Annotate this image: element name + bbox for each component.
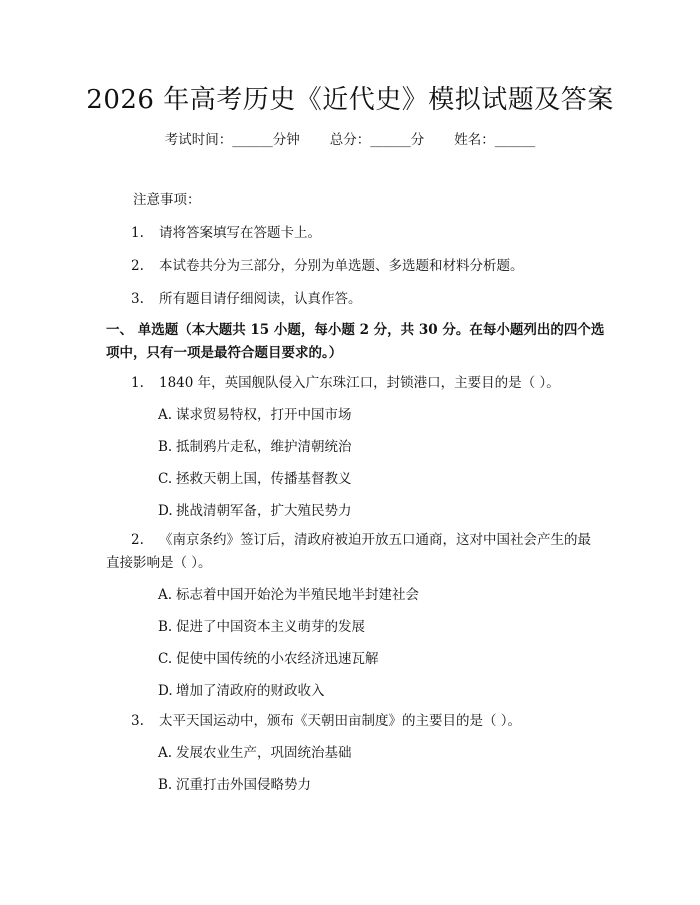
question-text-continued: 直接影响是（ ）。: [106, 555, 212, 571]
option-text: 增加了清政府的财政收入: [176, 683, 325, 699]
question-text: 太平天国运动中，颁布《天朝田亩制度》的主要目的是（ ）。: [159, 713, 522, 729]
question-stem: [131, 711, 521, 731]
option-letter: A.: [158, 407, 173, 423]
option-letter: B.: [158, 619, 173, 635]
question-text: 《南京条约》签订后，清政府被迫开放五口通商，这对中国社会产生的最: [159, 532, 591, 548]
answer-option: [158, 617, 365, 637]
answer-option: [158, 501, 352, 521]
question-number: 3.: [131, 713, 144, 729]
section-heading-continued: 项中，只有一项是最符合题目要求的。）: [106, 345, 343, 361]
section-heading: 一、 单选题（本大题共 15 小题，每小题 2 分，共 30 分。在每小题列出的四个选: [106, 322, 605, 338]
question-number: 1.: [131, 375, 144, 391]
exam-meta: [0, 130, 700, 150]
option-text: 促进了中国资本主义萌芽的发展: [176, 619, 365, 635]
name-label: 姓名：______: [454, 132, 536, 148]
notice-heading: 注意事项：: [133, 192, 201, 208]
option-letter: A.: [158, 745, 173, 761]
notice-item-text: 请将答案填写在答题卡上。: [159, 225, 321, 241]
option-text: 拯救天朝上国，传播基督教义: [176, 471, 352, 487]
option-letter: C.: [158, 651, 173, 667]
option-text: 发展农业生产，巩固统治基础: [176, 745, 352, 761]
option-text: 沉重打击外国侵略势力: [176, 777, 311, 793]
option-letter: D.: [158, 683, 173, 699]
option-letter: C.: [158, 471, 173, 487]
option-text: 谋求贸易特权，打开中国市场: [176, 407, 352, 423]
notice-item-number: 2.: [131, 258, 144, 274]
answer-option: [158, 405, 352, 425]
option-letter: A.: [158, 587, 173, 603]
option-letter: B.: [158, 439, 173, 455]
notice-item: [131, 223, 321, 243]
option-text: 促使中国传统的小农经济迅速瓦解: [176, 651, 379, 667]
option-letter: B.: [158, 777, 173, 793]
question-number: 2.: [131, 532, 144, 548]
answer-option: [158, 585, 419, 605]
notice-item-number: 3.: [131, 291, 144, 307]
notice-item-text: 本试卷共分为三部分，分别为单选题、多选题和材料分析题。: [159, 258, 524, 274]
score-label: 总分：______分: [329, 132, 425, 148]
answer-option: [158, 681, 325, 701]
time-label: 考试时间：______分钟: [164, 132, 300, 148]
question-text: 1840 年，英国舰队侵入广东珠江口，封锁港口，主要目的是（ ）。: [159, 375, 560, 391]
answer-option: [158, 775, 311, 795]
answer-option: [158, 649, 379, 669]
notice-item-number: 1.: [131, 225, 144, 241]
page-title: 2026 年高考历史《近代史》模拟试题及答案: [86, 85, 614, 115]
option-text: 标志着中国开始沦为半殖民地半封建社会: [176, 587, 419, 603]
answer-option: [158, 743, 352, 763]
question-stem: [131, 530, 591, 550]
answer-option: [158, 437, 352, 457]
option-text: 挑战清朝军备，扩大殖民势力: [176, 503, 352, 519]
option-text: 抵制鸦片走私，维护清朝统治: [176, 439, 352, 455]
option-letter: D.: [158, 503, 173, 519]
notice-item-text: 所有题目请仔细阅读，认真作答。: [159, 291, 362, 307]
notice-item: [131, 256, 524, 276]
answer-option: [158, 469, 352, 489]
notice-item: [131, 289, 362, 309]
question-stem: [131, 373, 560, 393]
